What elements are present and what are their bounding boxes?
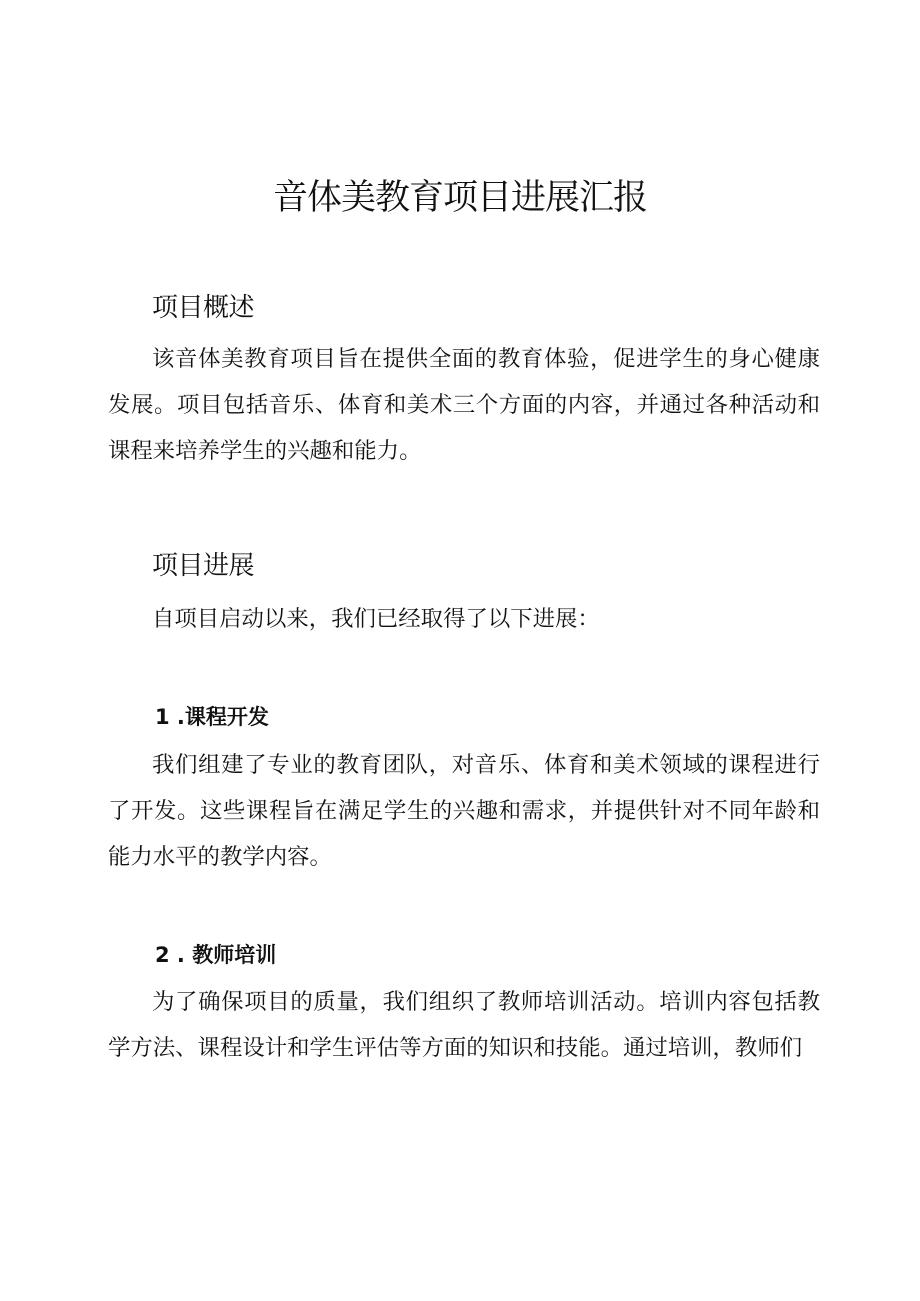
progress-intro: 自项目启动以来，我们已经取得了以下进展： bbox=[152, 606, 600, 632]
document-title: 音体美教育项目进展汇报 bbox=[272, 178, 647, 218]
subsection-heading-teacher-training: 2 . 教师培训 bbox=[155, 943, 277, 967]
section-heading-overview: 项目概述 bbox=[152, 293, 255, 323]
curriculum-paragraph: 我们组建了专业的教育团队，对音乐、体育和美术领域的课程进行了开发。这些课程旨在满足学生的兴趣和需求，并提供针对不同年龄和能力水平的教学内容。 bbox=[108, 752, 820, 870]
overview-paragraph: 该音体美教育项目旨在提供全面的教育体验，促进学生的身心健康发展。项目包括音乐、体育和美术三个方面的内容，并通过各种活动和课程来培养学生的兴趣和能力。 bbox=[108, 346, 820, 464]
subsection-heading-curriculum: 1 .课程开发 bbox=[155, 705, 269, 729]
teacher-training-paragraph: 为了确保项目的质量，我们组织了教师培训活动。培训内容包括教学方法、课程设计和学生评估等方面的知识和技能。通过培训，教师们 bbox=[108, 989, 820, 1061]
section-heading-progress: 项目进展 bbox=[152, 551, 255, 581]
